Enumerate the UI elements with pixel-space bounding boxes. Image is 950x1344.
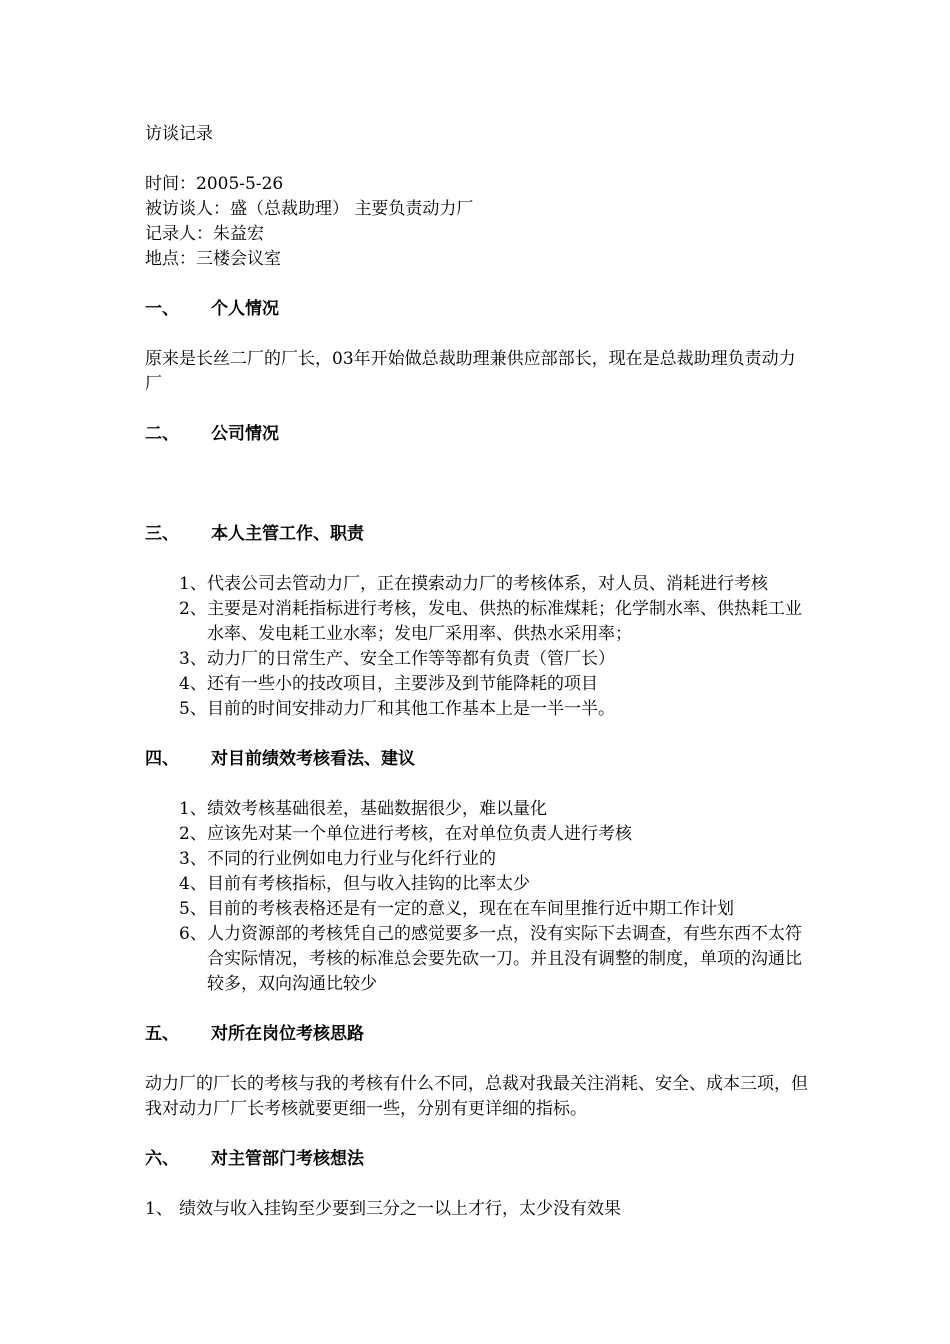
- item-number: 1、: [179, 574, 207, 594]
- item-text: 主要是对消耗指标进行考核，发电、供热的标准煤耗；化学制水率、供热耗工业水率、发电耗工业水率；发电厂采用率、供热水采用率；: [207, 599, 802, 644]
- section-3-list: [145, 572, 810, 722]
- meta-recorder: 记录人：朱益宏: [145, 224, 264, 244]
- item-number: 4、: [179, 874, 207, 894]
- item-number: 3、: [179, 649, 207, 669]
- item-number: 1、: [145, 1199, 173, 1219]
- item-text: 绩效与收入挂钩至少要到三分之一以上才行，太少没有效果: [179, 1199, 621, 1219]
- section-5-text: 动力厂的厂长的考核与我的考核有什么不同，总裁对我最关注消耗、安全、成本三项，但我对动力厂厂长考核就要更细一些，分别有更详细的指标。: [145, 1074, 808, 1119]
- item-text: 目前的时间安排动力厂和其他工作基本上是一半一半。: [207, 699, 615, 719]
- section-4-heading: [145, 747, 810, 772]
- list-item: [179, 922, 810, 997]
- item-number: 2、: [179, 824, 207, 844]
- section-number: 六、: [145, 1149, 179, 1169]
- section-2-heading: [145, 422, 810, 447]
- list-item: [179, 897, 810, 922]
- section-1-text: 原来是长丝二厂的厂长，03年开始做总裁助理兼供应部部长，现在是总裁助理负责动力厂: [145, 349, 796, 394]
- item-text: 不同的行业例如电力行业与化纤行业的: [207, 849, 496, 869]
- item-number: 5、: [179, 699, 207, 719]
- section-6-item: [145, 1197, 810, 1222]
- section-number: 一、: [145, 299, 179, 319]
- list-item: [179, 647, 810, 672]
- meta-interviewee: 被访谈人：盛（总裁助理） 主要负责动力厂: [145, 199, 474, 219]
- spacer: [145, 472, 810, 497]
- item-number: 2、: [179, 599, 207, 619]
- section-5-heading: [145, 1022, 810, 1047]
- item-text: 动力厂的日常生产、安全工作等等都有负责（管厂长）: [207, 649, 615, 669]
- section-4-list: [145, 797, 810, 997]
- section-3-heading: [145, 522, 810, 547]
- section-number: 二、: [145, 424, 179, 444]
- list-item: [179, 797, 810, 822]
- meta-date: 时间：2005-5-26: [145, 174, 284, 194]
- section-title: 本人主管工作、职责: [211, 524, 364, 544]
- list-item: [179, 597, 810, 647]
- item-number: 6、: [179, 924, 207, 944]
- section-number: 四、: [145, 749, 179, 769]
- meta-location: 地点：三楼会议室: [145, 249, 281, 269]
- section-number: 三、: [145, 524, 179, 544]
- item-text: 应该先对某一个单位进行考核，在对单位负责人进行考核: [207, 824, 632, 844]
- item-number: 4、: [179, 674, 207, 694]
- item-text: 绩效考核基础很差，基础数据很少，难以量化: [207, 799, 547, 819]
- item-text: 目前有考核指标，但与收入挂钩的比率太少: [207, 874, 530, 894]
- section-title: 公司情况: [211, 424, 279, 444]
- list-item: [179, 872, 810, 897]
- item-number: 3、: [179, 849, 207, 869]
- list-item: [179, 697, 810, 722]
- document-title: 访谈记录: [145, 124, 213, 144]
- list-item: [179, 847, 810, 872]
- item-number: 1、: [179, 799, 207, 819]
- item-text: 目前的考核表格还是有一定的意义，现在在车间里推行近中期工作计划: [207, 899, 734, 919]
- section-title: 对主管部门考核想法: [211, 1149, 364, 1169]
- section-title: 对所在岗位考核思路: [211, 1024, 364, 1044]
- section-number: 五、: [145, 1024, 179, 1044]
- list-item: [179, 822, 810, 847]
- item-number: 5、: [179, 899, 207, 919]
- document-page: [145, 122, 810, 1222]
- item-text: 代表公司去管动力厂，正在摸索动力厂的考核体系，对人员、消耗进行考核: [207, 574, 768, 594]
- section-title: 个人情况: [211, 299, 279, 319]
- item-text: 还有一些小的技改项目，主要涉及到节能降耗的项目: [207, 674, 598, 694]
- list-item: [179, 672, 810, 697]
- section-title: 对目前绩效考核看法、建议: [211, 749, 415, 769]
- list-item: [179, 572, 810, 597]
- section-6-heading: [145, 1147, 810, 1172]
- item-text: 人力资源部的考核凭自己的感觉要多一点，没有实际下去调查，有些东西不太符合实际情况，考核的标准总会要先砍一刀。并且没有调整的制度，单项的沟通比较多，双向沟通比较少: [207, 924, 802, 994]
- section-1-heading: [145, 297, 810, 322]
